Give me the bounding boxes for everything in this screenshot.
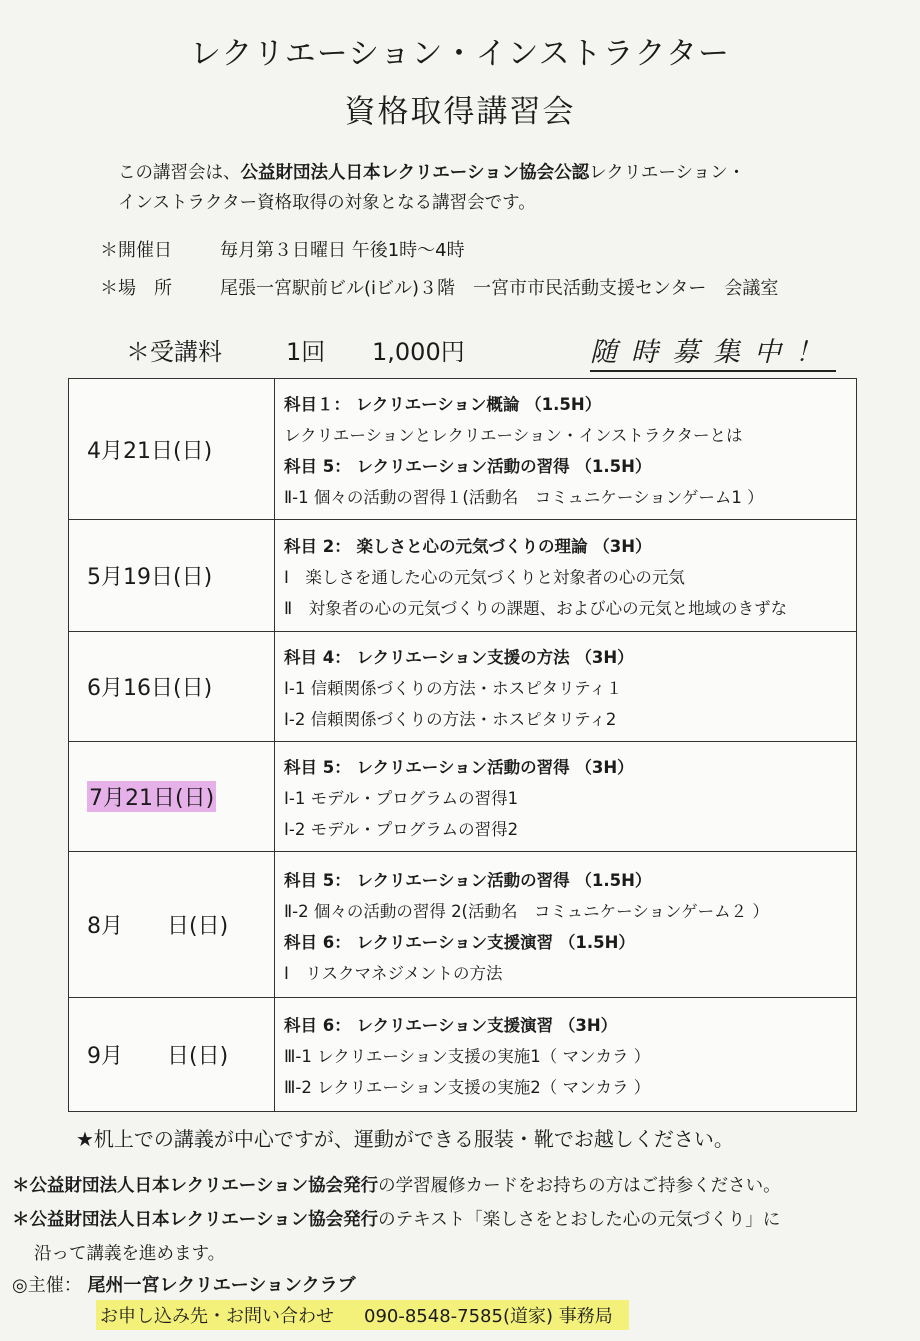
subject-heading: 科目１： レクリエーション概論 （1.5H） xyxy=(284,395,602,414)
subject-heading: 科目 6： レクリエーション支援演習 （3H） xyxy=(284,1016,618,1035)
subject-detail: Ⅲ-1 レクリエーション支援の実施1（ マンカラ ） xyxy=(284,1047,651,1066)
note-textbook-text: のテキスト「楽しさをとおした心の元気づくり」に xyxy=(378,1210,781,1230)
contact-line xyxy=(96,1300,629,1330)
schedule-row xyxy=(69,998,857,1112)
fee-row xyxy=(126,332,465,367)
subject-detail: Ⅰ リスクマネジメントの方法 xyxy=(284,963,503,983)
fee-unit: 1回 xyxy=(286,338,326,366)
subject-heading: 科目 2： 楽しさと心の元気づくりの理論 （3H） xyxy=(284,537,652,556)
note-card xyxy=(12,1172,781,1197)
note-textbook-org: ＊公益財団法人日本レクリエーション協会発行 xyxy=(12,1210,379,1230)
fee-value: 1,000円 xyxy=(372,338,465,366)
schedule-date: 8月 日(日) xyxy=(87,914,229,939)
schedule-content-cell xyxy=(275,632,857,742)
schedule-date: 9月 日(日) xyxy=(87,1044,229,1069)
note-card-org: ＊公益財団法人日本レクリエーション協会発行 xyxy=(12,1176,379,1196)
subject-detail: Ⅰ-2 信頼関係づくりの方法・ホスピタリティ2 xyxy=(284,710,617,729)
intro-text xyxy=(118,158,745,218)
note-card-text: の学習履修カードをお持ちの方はご持参ください。 xyxy=(378,1176,781,1196)
schedule-row xyxy=(69,852,857,998)
host-label: ◎主催： xyxy=(12,1275,82,1296)
title-line-2: 資格取得講習会 xyxy=(344,94,576,130)
subject-detail: Ⅱ-1 個々の活動の習得１(活動名 コミュニケーションゲーム1 ） xyxy=(284,488,764,507)
subject-detail: レクリエーションとレクリエーション・インストラクターとは xyxy=(284,426,743,445)
subject-detail: Ⅰ 楽しさを通した心の元気づくりと対象者の心の元気 xyxy=(284,568,685,587)
schedule-date-cell xyxy=(69,998,275,1112)
schedule-content-cell xyxy=(275,520,857,632)
subject-detail: Ⅰ-1 モデル・プログラムの習得1 xyxy=(284,789,519,808)
info-date-row xyxy=(100,236,465,262)
schedule-row xyxy=(69,520,857,632)
contact-phone: 090-8548-7585(道家) 事務局 xyxy=(364,1306,613,1327)
subject-detail: Ⅰ-1 信頼関係づくりの方法・ホスピタリティ１ xyxy=(284,679,623,698)
schedule-date: 4月21日(日) xyxy=(87,438,213,464)
intro-line-1 xyxy=(118,158,745,188)
schedule-date-cell xyxy=(69,852,275,998)
contact-label: お申し込み先・お問い合わせ xyxy=(100,1306,334,1327)
subject-detail: Ⅰ-2 モデル・プログラムの習得2 xyxy=(284,820,519,839)
note-textbook-cont: 沿って講義を進めます。 xyxy=(34,1244,226,1264)
info-place-value: 尾張一宮駅前ビル(iビル)３階 一宮市市民活動支援センター 会議室 xyxy=(220,278,779,299)
info-date-value: 毎月第３日曜日 午後1時～4時 xyxy=(220,240,465,261)
subject-detail: Ⅱ-2 個々の活動の習得 2(活動名 コミュニケーションゲーム２ ） xyxy=(284,901,769,921)
schedule-content-cell xyxy=(275,998,857,1112)
note-clothing: ★机上での講義が中心ですが、運動ができる服装・靴でお越しください。 xyxy=(76,1127,734,1151)
title-line-1: レクリエーション・インストラクター xyxy=(190,36,730,72)
intro-l1b: 公益財団法人日本レクリエーション協会公認 xyxy=(240,163,590,183)
subject-heading: 科目 4： レクリエーション支援の方法 （3H） xyxy=(284,648,634,667)
subject-detail: Ⅱ 対象者の心の元気づくりの課題、および心の元気と地域のきずな xyxy=(284,599,788,618)
subject-detail: Ⅲ-2 レクリエーション支援の実施2（ マンカラ ） xyxy=(284,1078,651,1097)
schedule-table xyxy=(68,378,857,1112)
fee-label: ＊受講料 xyxy=(126,338,222,366)
schedule-date: 5月19日(日) xyxy=(87,565,213,590)
info-place-label: ＊場 所 xyxy=(100,278,172,299)
host-line xyxy=(12,1271,356,1297)
subject-heading: 科目 5： レクリエーション活動の習得 （1.5H） xyxy=(284,457,652,476)
schedule-row xyxy=(69,632,857,742)
schedule-content-cell xyxy=(275,742,857,852)
host-name: 尾州一宮レクリエーションクラブ xyxy=(87,1275,356,1296)
schedule-row xyxy=(69,379,857,520)
subject-heading: 科目 6： レクリエーション支援演習 （1.5H） xyxy=(284,932,635,952)
schedule-date-cell xyxy=(69,379,275,520)
schedule-date-cell xyxy=(69,520,275,632)
intro-l1a: この講習会は、 xyxy=(118,163,241,183)
schedule-date: 6月16日(日) xyxy=(87,676,213,701)
subject-heading: 科目 5： レクリエーション活動の習得 （3H） xyxy=(284,758,634,777)
recruit-banner: 随時募集中！ xyxy=(590,330,836,372)
schedule-date-cell xyxy=(69,632,275,742)
intro-l1c: レクリエーション・ xyxy=(589,163,746,183)
info-date-label: ＊開催日 xyxy=(100,240,172,261)
subject-heading: 科目 5： レクリエーション活動の習得 （1.5H） xyxy=(284,870,652,890)
info-place-row xyxy=(100,274,778,300)
schedule-date: 7月21日(日) xyxy=(87,781,216,812)
schedule-content-cell xyxy=(275,852,857,998)
intro-line-2: インストラクター資格取得の対象となる講習会です。 xyxy=(118,193,536,213)
schedule-date-cell xyxy=(69,742,275,852)
schedule-row xyxy=(69,742,857,852)
note-textbook xyxy=(12,1206,780,1231)
schedule-content-cell xyxy=(275,379,857,520)
